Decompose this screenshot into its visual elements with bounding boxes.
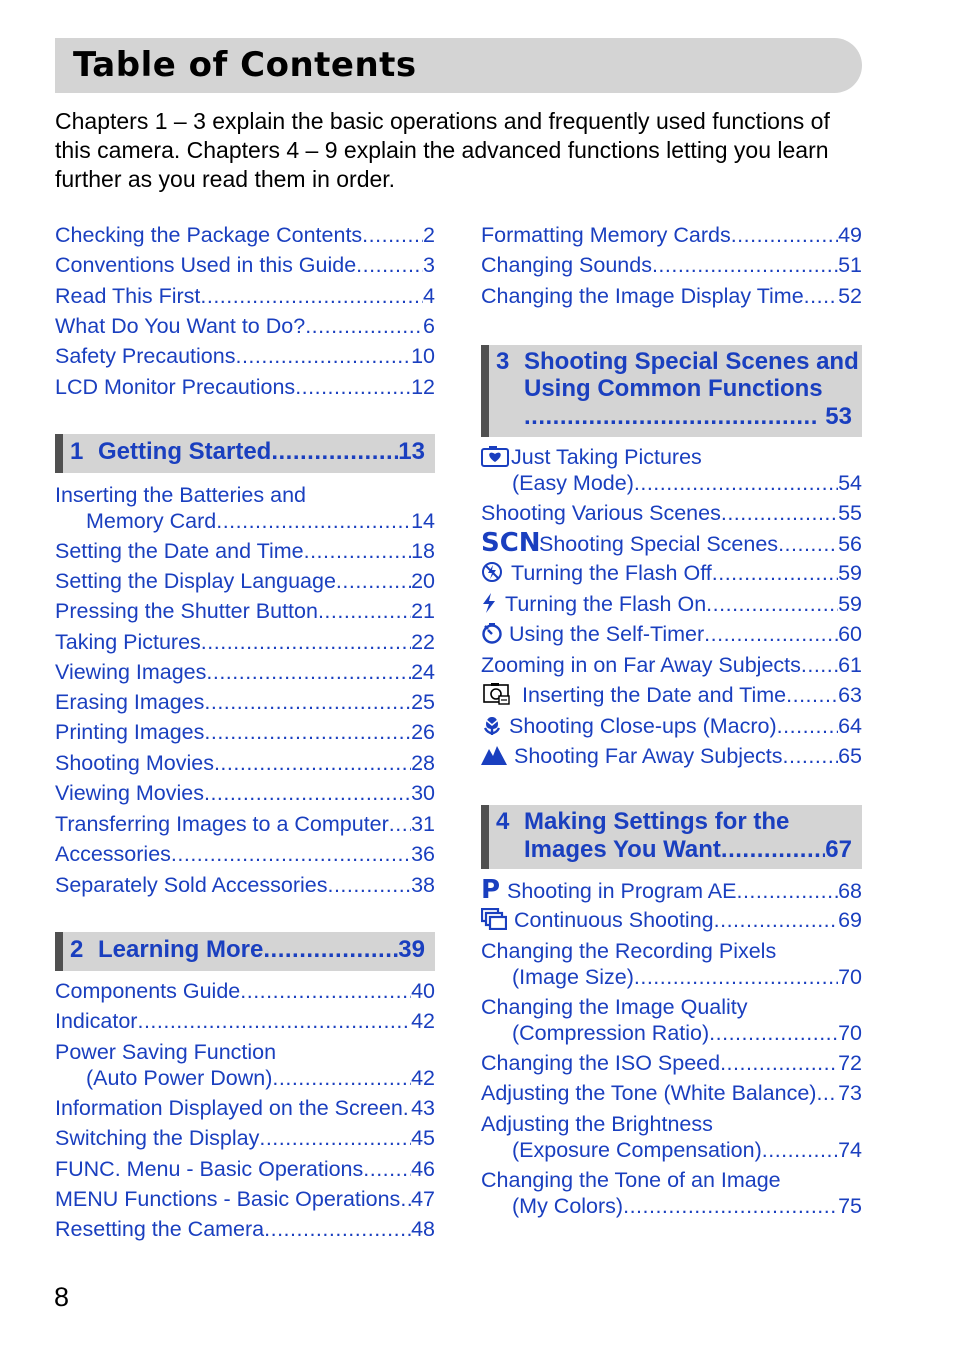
toc-entry[interactable]: P Shooting in Program AE ..... 68	[481, 877, 862, 904]
toc-entry[interactable]: Resetting the Camera ..... 48	[55, 1216, 435, 1242]
toc-entry[interactable]: Components Guide ..... 40	[55, 978, 435, 1004]
chapter-number: 2	[70, 936, 84, 963]
toc-entry[interactable]: Accessories ..... 36	[55, 841, 435, 867]
toc-entry[interactable]: Changing the Image Quality (Compression Ratio) ..... 70	[481, 994, 862, 1046]
toc-entry[interactable]: Setting the Date and Time ..... 18	[55, 538, 435, 564]
toc-entry[interactable]: Adjusting the Tone (White Balance) ..... 73	[481, 1080, 862, 1106]
toc-entry[interactable]: Using the Self-Timer ..... 60	[481, 621, 862, 647]
toc-entry[interactable]: Pressing the Shutter Button ..... 21	[55, 598, 435, 624]
toc-entry[interactable]: Changing the Image Display Time ..... 52	[481, 283, 862, 309]
toc-entry[interactable]: Read This First ..... 4	[55, 283, 435, 309]
chapter-number: 3	[496, 348, 510, 375]
program-p-icon: P	[481, 875, 501, 905]
chapter-number: 1	[70, 438, 84, 465]
toc-entry[interactable]: Shooting Movies ..... 28	[55, 750, 435, 776]
toc-entry[interactable]: Indicator ..... 42	[55, 1008, 435, 1034]
toc-entry[interactable]: Conventions Used in this Guide ..... 3	[55, 252, 435, 278]
scn-icon: SCN	[481, 528, 541, 558]
chapter-1-heading[interactable]: 1 Getting Started ..... 13	[55, 434, 435, 473]
toc-entry[interactable]: Information Displayed on the Screen ..... 43	[55, 1095, 435, 1121]
toc-entry[interactable]: MENU Functions - Basic Operations ..... 47	[55, 1186, 435, 1212]
toc-entry[interactable]: Changing the ISO Speed ..... 72	[481, 1050, 862, 1076]
toc-entry[interactable]: Switching the Display ..... 45	[55, 1125, 435, 1151]
toc-entry[interactable]: Inserting the Batteries and Memory Card ..... 14	[55, 482, 435, 534]
toc-entry[interactable]: Setting the Display Language ..... 20	[55, 568, 435, 594]
toc-entry[interactable]: Turning the Flash On ..... 59	[481, 591, 862, 617]
toc-entry[interactable]: Shooting Various Scenes ..... 55	[481, 500, 862, 526]
chapter-number: 4	[496, 808, 510, 835]
toc-entry[interactable]: Printing Images ..... 26	[55, 719, 435, 745]
toc-entry[interactable]: Shooting Far Away Subjects ..... 65	[481, 743, 862, 769]
toc-entry[interactable]: Separately Sold Accessories ..... 38	[55, 872, 435, 898]
toc-entry[interactable]: Safety Precautions ..... 10	[55, 343, 435, 369]
toc-entry[interactable]: Checking the Package Contents ..... 2	[55, 222, 435, 248]
toc-entry[interactable]: Shooting Close-ups (Macro) ..... 64	[481, 713, 862, 739]
toc-entry[interactable]: Power Saving Function (Auto Power Down) ..... 42	[55, 1039, 435, 1091]
toc-entry[interactable]: Just Taking Pictures (Easy Mode) ..... 54	[481, 444, 862, 496]
page-title: Table of Contents	[73, 45, 417, 85]
toc-entry[interactable]: Erasing Images ..... 25	[55, 689, 435, 715]
toc-entry[interactable]: Continuous Shooting ..... 69	[481, 907, 862, 933]
toc-entry[interactable]: What Do You Want to Do? ..... 6	[55, 313, 435, 339]
toc-entry[interactable]: Formatting Memory Cards ..... 49	[481, 222, 862, 248]
toc-entry[interactable]: Inserting the Date and Time ..... 63	[481, 682, 862, 708]
toc-entry[interactable]: Viewing Movies ..... 30	[55, 780, 435, 806]
continuous-shooting-icon	[481, 907, 514, 933]
toc-entry[interactable]: Adjusting the Brightness (Exposure Compensation) ..... 74	[481, 1111, 862, 1163]
flash-on-icon	[481, 591, 505, 617]
toc-entry[interactable]: FUNC. Menu - Basic Operations ..... 46	[55, 1156, 435, 1182]
flash-off-icon	[481, 560, 511, 586]
toc-entry[interactable]: SCN Shooting Special Scenes ..... 56	[481, 530, 862, 557]
chapter-2-heading[interactable]: 2 Learning More ..... 39	[55, 932, 435, 971]
title-bar	[55, 38, 862, 93]
toc-entry[interactable]: Viewing Images ..... 24	[55, 659, 435, 685]
chapter-3-heading[interactable]: 3 Shooting Special Scenes and Using Common Functions ..... 53	[481, 345, 862, 437]
toc-entry[interactable]: Changing the Recording Pixels (Image Size) ..... 70	[481, 938, 862, 990]
toc-entry[interactable]: Changing Sounds ..... 51	[481, 252, 862, 278]
toc-entry[interactable]: Changing the Tone of an Image (My Colors) ..... 75	[481, 1167, 862, 1219]
macro-icon	[481, 713, 509, 739]
toc-entry[interactable]: Taking Pictures ..... 22	[55, 629, 435, 655]
intro-text: Chapters 1 – 3 explain the basic operations and frequently used functions of this camera. Chapters 4 – 9 explain the advanced functions letting you learn further as you read them in order.	[55, 108, 830, 192]
toc-entry[interactable]: Zooming in on Far Away Subjects ..... 61	[481, 652, 862, 678]
toc-entry[interactable]: LCD Monitor Precautions ..... 12	[55, 374, 435, 400]
toc-entry[interactable]: Transferring Images to a Computer ..... 31	[55, 811, 435, 837]
page-number: 8	[54, 1282, 70, 1312]
date-stamp-icon	[481, 682, 522, 708]
easy-mode-icon	[481, 444, 511, 470]
self-timer-icon	[481, 621, 509, 647]
chapter-4-heading[interactable]: 4 Making Settings for the Images You Want ..... 67	[481, 805, 862, 869]
toc-entry[interactable]: Turning the Flash Off ..... 59	[481, 560, 862, 586]
infinity-mountain-icon	[481, 743, 514, 769]
